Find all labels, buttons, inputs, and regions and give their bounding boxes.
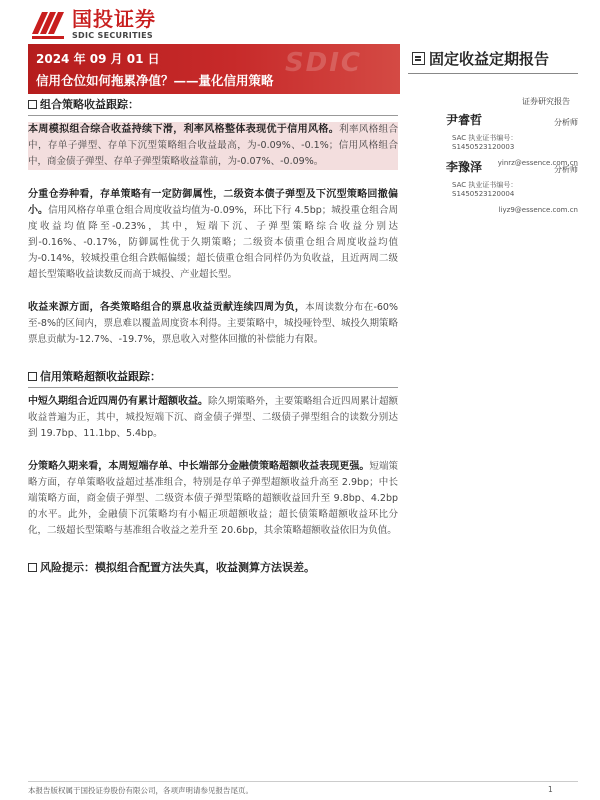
- logo-english-name: SDIC SECURITIES: [72, 30, 153, 40]
- report-type-label: 固定收益定期报告: [429, 50, 550, 68]
- section-heading: 组合策略收益跟踪：: [28, 96, 398, 116]
- section-bullet-icon: [28, 372, 37, 381]
- summary-paragraph: [28, 300, 398, 348]
- report-type: [412, 48, 549, 69]
- paragraph-lead: 本周模拟组合综合收益持续下滑，利率风格整体表现优于信用风格。: [28, 124, 340, 135]
- section-bullet-icon: [28, 100, 37, 109]
- summary-paragraph: [28, 122, 398, 170]
- analyst-name: 尹睿哲: [446, 113, 483, 127]
- report-category: 证券研究报告: [522, 97, 570, 106]
- report-date: 2024 年 09 月 01 日: [36, 52, 160, 66]
- sdic-logo-icon: [30, 6, 66, 42]
- summary-paragraph: [28, 187, 398, 283]
- paragraph-body: 短端策略方面，存单策略收益超过基准组合，特别是存单子弹型超额收益升高至 2.9bp；中长端策略方面，商金债子弹型、二级资本债子弹型策略的超额收益回升至 9.8bp、4.2bp 的水平。此外，金融债下沉策略均有小幅正项超额收益；超长债策略超额收益环比分化，二级超长型策略与基准组合收益之差升至 20.6bp，其余策略超额收益依旧为负值。: [28, 461, 398, 536]
- section-excess-return: [28, 368, 398, 539]
- analyst-title: 分析师: [554, 165, 578, 174]
- report-body: [28, 96, 398, 584]
- paragraph-lead: 中短久期组合近四周仍有累计超额收益。: [28, 396, 208, 407]
- analyst-sac: SAC 执业证书编号：S1450523120003: [452, 134, 518, 151]
- title-banner: [28, 44, 400, 94]
- paragraph-lead: 分策略久期来看，本周短端存单、中长端部分金融债策略超额收益表现更强。: [28, 461, 370, 472]
- paragraph-lead: 收益来源方面，各类策略组合的票息收益贡献连续四周为负，: [28, 302, 306, 313]
- section-bullet-icon: [28, 563, 37, 572]
- paragraph-body: 利率风格组合中，存单子弹型、存单下沉型策略组合收益最高，为-0.09%、-0.1%；信用风格组合中，商金债子弹型、存单子弹型策略收益靠前，为-0.07%、-0.09%。: [28, 124, 398, 167]
- summary-paragraph: [28, 459, 398, 539]
- analyst-name: 李豫泽: [446, 160, 483, 174]
- sidebar-divider: [408, 73, 578, 74]
- section-portfolio-tracking: [28, 96, 398, 348]
- summary-paragraph: [28, 394, 398, 442]
- analyst-email[interactable]: liyz9@essence.com.cn: [498, 206, 578, 214]
- section-heading: 风险提示：模拟组合配置方法失真，收益测算方法误差。: [28, 559, 398, 578]
- page-number: 1: [548, 785, 553, 794]
- analyst-card: [408, 158, 578, 214]
- company-logo: [30, 6, 156, 42]
- paragraph-body: 本周读数分布在-60%至-8%的区间内，票息难以覆盖周度资本利得。主要策略中，城投哑铃型、城投久期策略票息贡献为-12.7%、-19.7%，票息收入对整体回撤的补偿能力有限。: [28, 302, 399, 345]
- analyst-email[interactable]: yinrz@essence.com.cn: [497, 159, 578, 167]
- footer-divider: [28, 781, 578, 782]
- section-heading: 信用策略超额收益跟踪：: [28, 368, 398, 388]
- paragraph-lead: 分重仓券种看，存单策略有一定防御属性，二级资本债子弹型及下沉型策略回撤偏小。: [28, 189, 398, 216]
- paragraph-body: 除久期策略外，主要策略组合近四周累计超额收益普遍为正，其中，城投短端下沉、商金债子弹型、二级债子弹型组合的读数分别达到 19.7bp、11.1bp、5.4bp。: [28, 396, 399, 439]
- banner-watermark: SDIC: [284, 48, 362, 78]
- footer-disclaimer: 本报告版权属于国投证券股份有限公司，各项声明请参见报告尾页。: [28, 786, 253, 795]
- report-title: 信用仓位如何拖累净值？——量化信用策略: [36, 73, 274, 88]
- section-risk-warning: [28, 559, 398, 578]
- report-type-icon: [412, 52, 425, 65]
- analyst-title: 分析师: [554, 118, 578, 127]
- paragraph-body: 信用风格存单重仓组合周度收益均值为-0.09%，环比下行 4.5bp；城投重仓组合周度收益均值降至-0.23%，其中，短端下沉、子弹型策略综合收益分别达到-0.16%、-0.17%，防御属性优于久期策略；二级资本债重仓组合周度收益均值为-0.14%，较城投重仓组合跌幅偏缓；超长债重仓组合同样仍为负收益，且近两周二级超长型策略收益读数反而高于城投、产业超长型。: [28, 205, 399, 280]
- logo-chinese-name: 国投证券: [72, 6, 156, 31]
- analyst-sac: SAC 执业证书编号：S1450523120004: [452, 181, 518, 198]
